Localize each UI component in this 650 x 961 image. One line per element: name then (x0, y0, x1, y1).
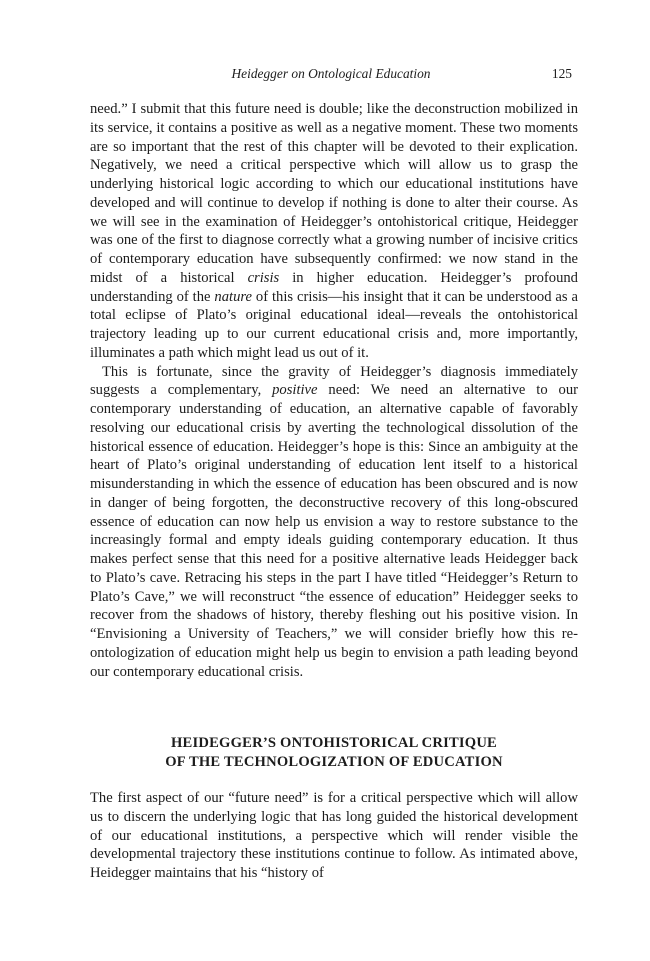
paragraph-2 (90, 363, 578, 682)
paragraph-3: The first aspect of our “future need” is for a critical perspective which will allow us to discern the underlying logic that has long guided the historical development of our educational institutions, a perspective which will render visible the developmental trajectory these institutions continue to follow. As intimated above, Heidegger maintains that his “history of (90, 790, 578, 881)
paragraph-1-text-c: of this crisis—his insight that it can be understood as a total eclipse of Plato’s original educational ideal—reveals the ontohistorical trajectory leading up to our current educational crisis and, more importantly, illuminates a path which might lead us out of it. (90, 288, 578, 361)
emphasis-positive: positive (272, 382, 318, 399)
paragraph-1 (90, 100, 578, 363)
paragraph-1-text-b: in higher education. Heidegger’s profound understanding of the (90, 269, 578, 305)
running-header (90, 64, 572, 84)
emphasis-crisis: crisis (247, 269, 280, 286)
paragraph-1-text-a: need.” I submit that this future need is double; like the deconstruction mobilized in its service, it contains a positive as well as a negative moment. These two moments are so important that the rest of this chapter will be devoted to their explication. Negatively, we need a critical perspective which will allow us to grasp the underlying historical logic according to which our educational institutions have developed and will continue to develop if nothing is done to alter their course. As we will see in the examination of Heidegger’s ontohistorical critique, Heidegger was one of the first to diagnose correctly what a growing number of incisive critics of contemporary education have subsequently confirmed: we now stand in the midst of a historical (90, 101, 578, 286)
running-title: Heidegger on Ontological Education (231, 66, 431, 81)
page-number: 125 (551, 66, 572, 81)
section-heading-line-1: HEIDEGGER’S ONTOHISTORICAL CRITIQUE (171, 735, 497, 751)
section-heading-line-2: OF THE TECHNOLOGIZATION OF EDUCATION (165, 754, 503, 770)
main-text (90, 100, 578, 681)
section-heading (90, 734, 578, 772)
emphasis-nature: nature (214, 288, 252, 305)
section-text (90, 789, 578, 883)
paragraph-2-text-a: This is fortunate, since the gravity of Heidegger’s diagnosis immediately suggests a complementary, (90, 363, 578, 399)
paragraph-2-text-b: need: We need an alternative to our contemporary understanding of education, an alternative capable of favorably resolving our educational crisis by averting the technological dissolution of the historical essence of education. Heidegger’s hope is this: Since an ambiguity at the heart of Plato’s original understanding of education lent itself to a historical misunderstanding in which the essence of education has been obscured and is now in danger of being forgotten, the deconstructive recovery of this long-obscured essence of education can now help us envision a way to restore substance to the increasingly formal and empty ideals guiding contemporary education. It thus makes perfect sense that this need for a positive alternative leads Heidegger back to Plato’s cave. Retracing his steps in the part I have titled “Heidegger’s Return to Plato’s Cave,” we will reconstruct “the essence of education” Heidegger seeks to recover from the shadows of history, thereby fleshing out his positive vision. In “Envisioning a University of Teachers,” we will consider briefly how this re-ontologization of education might help us begin to envision a path leading beyond our contemporary educational crisis. (90, 382, 578, 680)
